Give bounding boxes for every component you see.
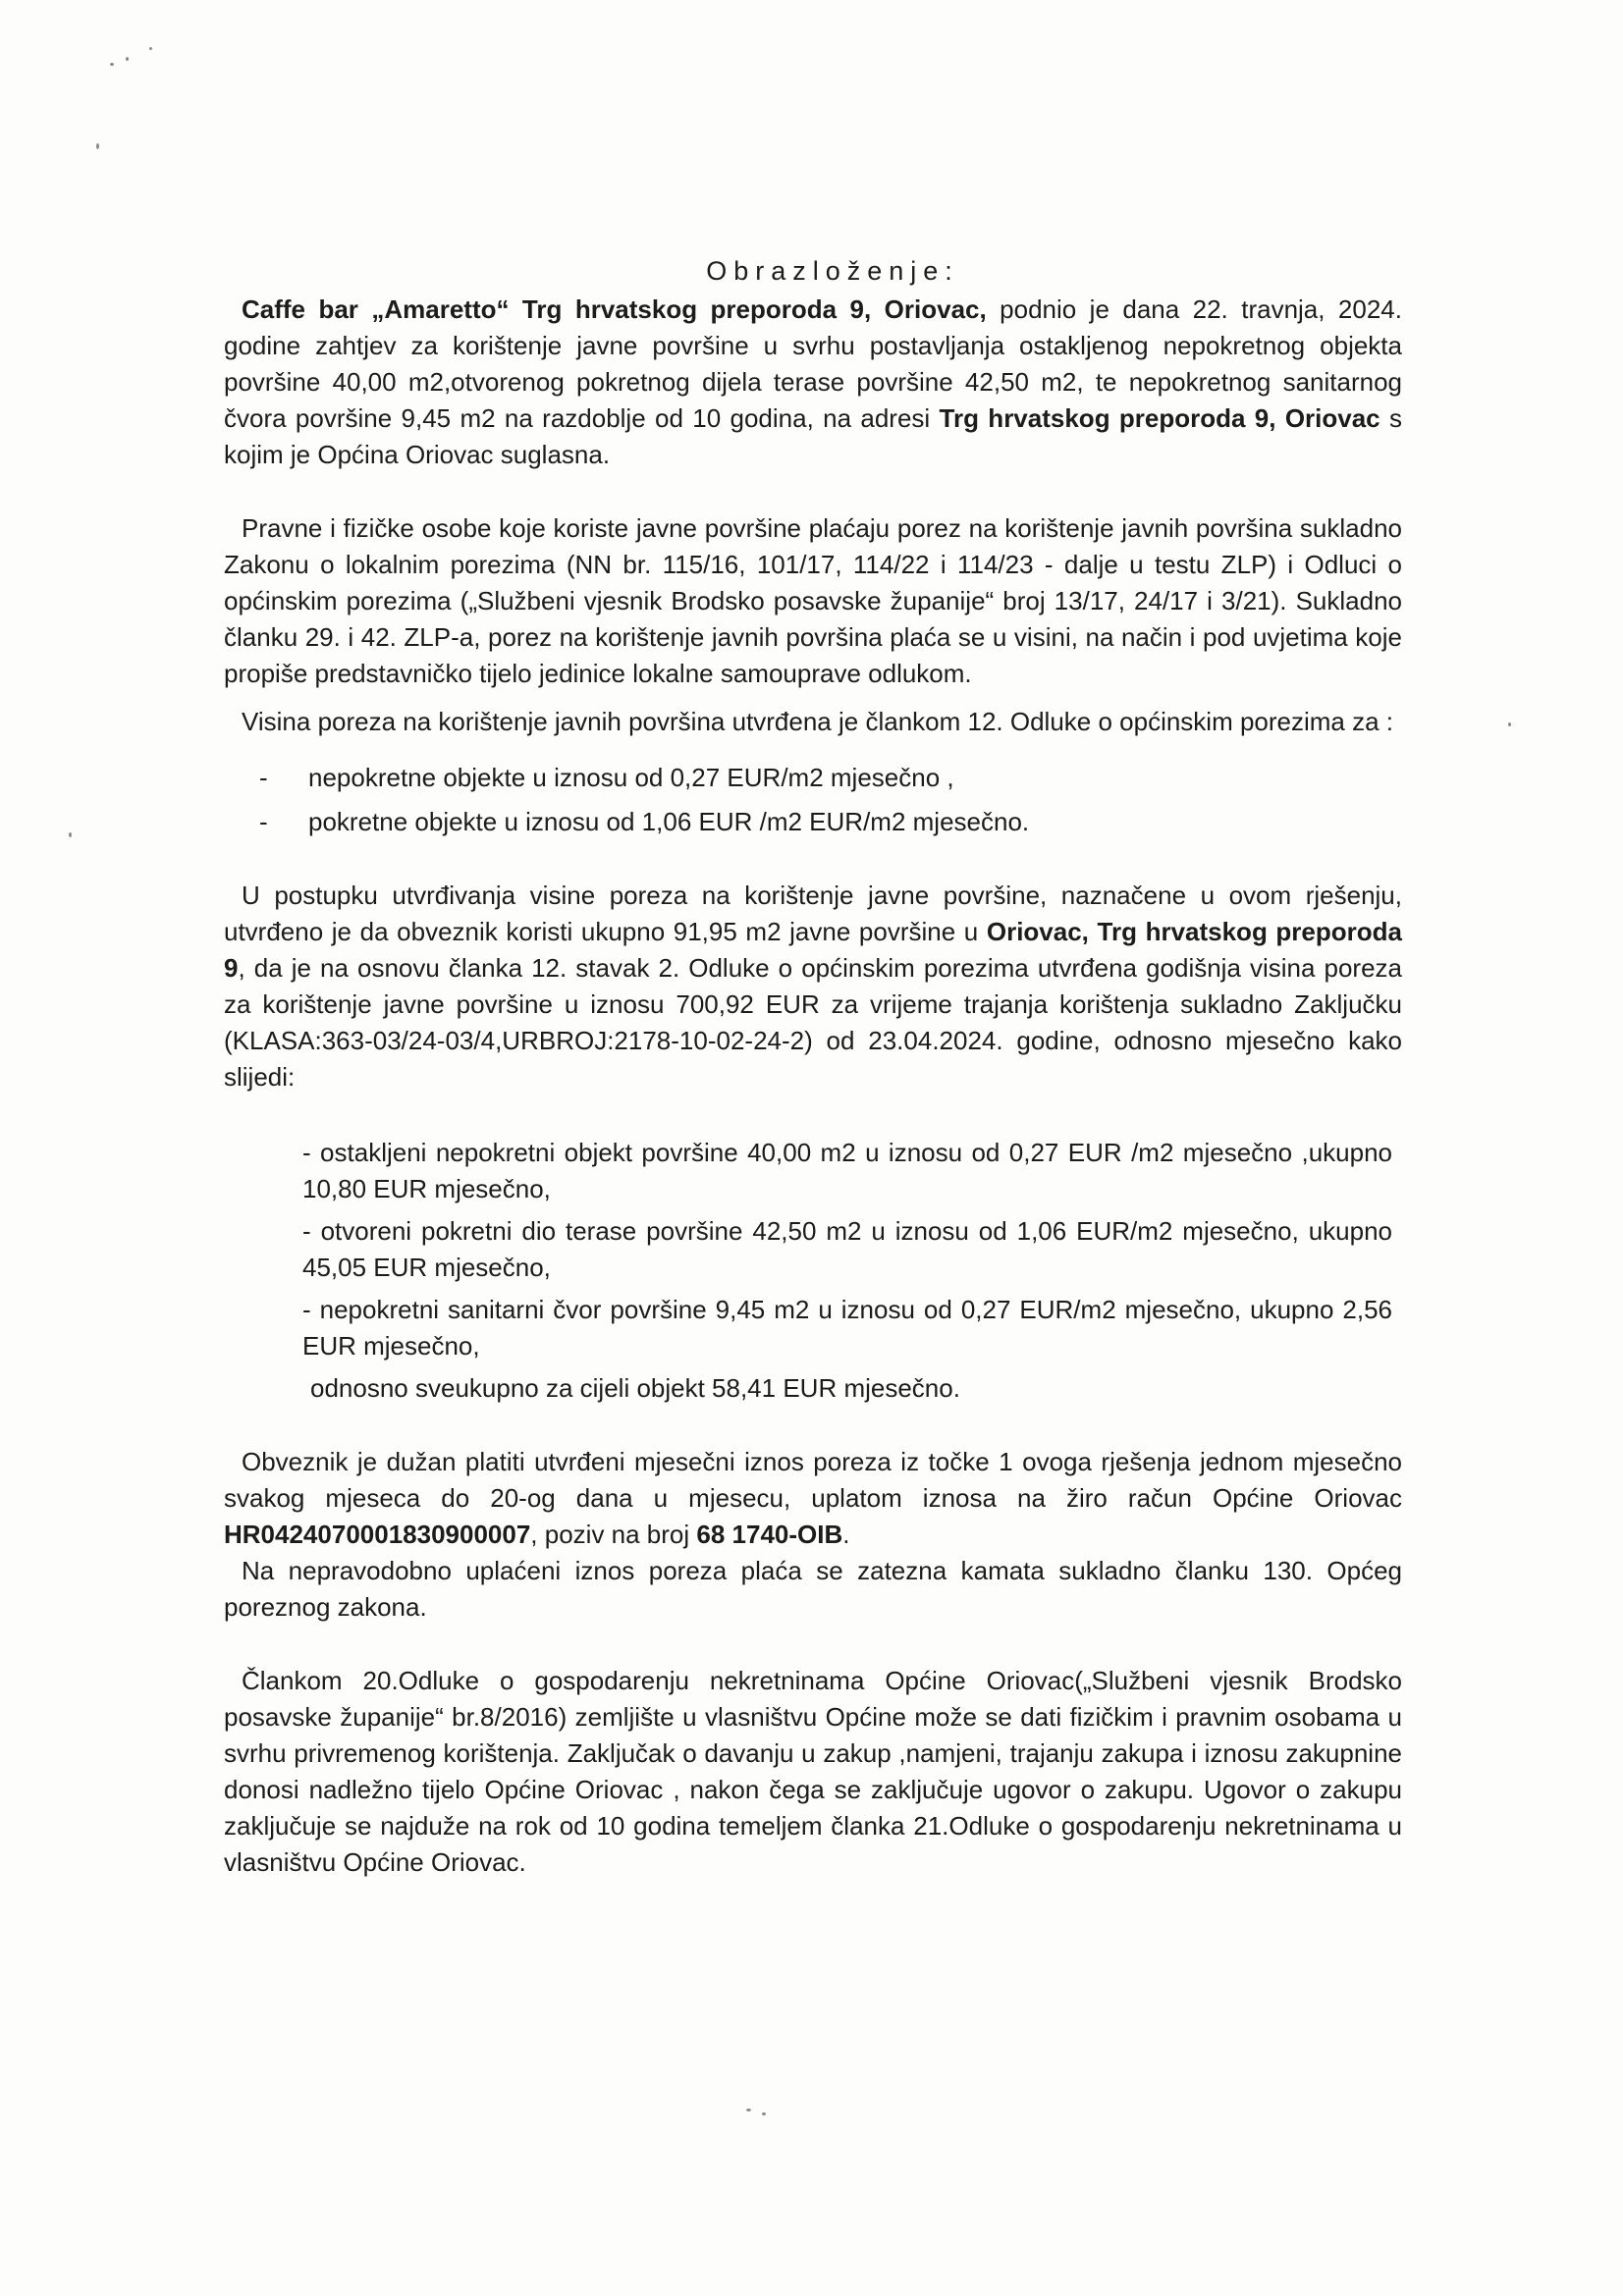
request-text-a: podnio je dana 22. travnja, 2024. godine zahtjev za korištenje javne površine u svrhu postavljanja ostakljenog nepokretnog objekta površine 40,00 m2,otvorenog pokretnog dijela terase površine 42,50 m2, te nepokretnog sanitarnog čvora površine 9,45 m2 na razdoblje od 10 godina, na adresi	[224, 294, 1402, 433]
list-item	[259, 760, 1402, 796]
assessment-location: Oriovac, Trg hrvatskog preporoda 9	[224, 917, 1402, 983]
dash-marker: -	[259, 763, 268, 792]
list-item	[259, 804, 1402, 840]
document-title: Obrazloženje:	[706, 256, 959, 286]
late-interest-text: Na nepravodobno uplaćeni iznos poreza plaća se zatezna kamata sukladno članku 130. Općeg poreznog zakona.	[224, 1556, 1402, 1622]
tax-rate-list	[224, 760, 1402, 840]
rate-mobile-objects: pokretne objekte u iznosu od 1,06 EUR /m2 EUR/m2 mjesečno.	[308, 807, 1030, 836]
scan-speck	[110, 63, 114, 66]
request-address: Trg hrvatskog preporoda 9, Oriovac	[939, 403, 1380, 433]
scan-speck	[762, 2112, 766, 2115]
rate-fixed-objects: nepokretne objekte u iznosu od 0,27 EUR/m2 mjesečno ,	[308, 763, 954, 792]
scan-speck	[69, 832, 72, 837]
scan-speck	[96, 143, 99, 149]
payment-reference: 68 1740-OIB	[696, 1520, 843, 1549]
legal-basis-text: Pravne i fizičke osobe koje koriste javne površine plaćaju porez na korištenje javnih površina sukladno Zakonu o lokalnim porezima (NN br. 115/16, 101/17, 114/22 i 114/23 - dalje u testu ZLP) i Odluci o općinskim porezima („Službeni vjesnik Brodsko posavske županije“ broj 13/17, 24/17 i 3/21). Sukladno članku 29. i 42. ZLP-a, porez na korištenje javnih površina plaća se u visini, na način i pod uvjetima koje propiše predstavničko tijelo jedinice lokalne samouprave odlukom.	[224, 513, 1402, 688]
payment-iban: HR0424070001830900007	[224, 1520, 531, 1549]
document-body	[224, 253, 1402, 1881]
paragraph-legal-basis	[224, 510, 1402, 692]
assessment-text-b: , da je na osnovu članka 12. stavak 2. Odluke o općinskim porezima utvrđena godišnja visina poreza za korištenje javne površine u iznosu 700,92 EUR za vrijeme trajanja korištenja sukladno Zaključku (KLASA:363-03/24-03/4,URBROJ:2178-10-02-24-2) od 23.04.2024. godine, odnosno mjesečno kako slijedi:	[224, 953, 1402, 1092]
paragraph-assessment	[224, 878, 1402, 1095]
property-management-text: Člankom 20.Odluke o gospodarenju nekretninama Općine Oriovac(„Službeni vjesnik Brodsko posavske županije“ br.8/2016) zemljište u vlasništvu Općine može se dati fizičkim i pravnim osobama u svrhu privremenog korištenja. Zaključak o davanju u zakup ,namjeni, trajanju zakupa i iznosu zakupnine donosi nadležno tijelo Općine Oriovac , nakon čega se zaključuje ugovor o zakupu. Ugovor o zakupu zaključuje se najduže na rok od 10 godina temeljem članka 21.Odluke o gospodarenju nekretninama u vlasništvu Općine Oriovac.	[224, 1666, 1402, 1877]
payment-text-b: , poziv na broj	[530, 1520, 697, 1549]
paragraph-property-management	[224, 1663, 1402, 1881]
assessment-text-a: U postupku utvrđivanja visine poreza na korištenje javne površine, naznačene u ovom rješenju, utvrđeno je da obveznik koristi ukupno 91,95 m2 javne površine u	[224, 881, 1402, 946]
paragraph-tax-rates	[224, 704, 1402, 740]
monthly-calculation	[302, 1135, 1392, 1407]
calc-total: odnosno sveukupno za cijeli objekt 58,41 EUR mjesečno.	[310, 1373, 960, 1403]
calc-line-glazed-object: - ostakljeni nepokretni objekt površine 40,00 m2 u iznosu od 0,27 EUR /m2 mjesečno ,ukupno 10,80 EUR mjesečno,	[302, 1138, 1392, 1203]
scan-speck	[746, 2109, 751, 2111]
paragraph-payment	[224, 1444, 1402, 1553]
request-text-b: s kojim je Općina Oriovac suglasna.	[224, 403, 1402, 469]
tax-rates-text: Visina poreza na korištenje javnih površina utvrđena je člankom 12. Odluke o općinskim porezima za :	[242, 707, 1394, 736]
paragraph-request	[224, 292, 1402, 473]
paragraph-late-interest	[224, 1553, 1402, 1626]
dash-marker: -	[259, 807, 268, 836]
calc-line-sanitary: - nepokretni sanitarni čvor površine 9,45 m2 u iznosu od 0,27 EUR/m2 mjesečno, ukupno 2,56 EUR mjesečno,	[302, 1295, 1392, 1361]
scan-speck	[1508, 722, 1511, 726]
scan-speck	[149, 47, 152, 50]
calc-line-terrace: - otvoreni pokretni dio terase površine 42,50 m2 u iznosu od 1,06 EUR/m2 mjesečno, ukupno 45,05 EUR mjesečno,	[302, 1216, 1392, 1282]
applicant-name: Caffe bar „Amaretto“ Trg hrvatskog preporoda 9, Oriovac,	[242, 294, 987, 324]
payment-text-a: Obveznik je dužan platiti utvrđeni mjesečni iznos poreza iz točke 1 ovoga rješenja jednom mjesečno svakog mjeseca do 20-og dana u mjesecu, uplatom iznosa na žiro račun Općine Oriovac	[224, 1447, 1402, 1513]
scan-speck	[126, 57, 129, 61]
payment-text-c: .	[842, 1520, 850, 1549]
